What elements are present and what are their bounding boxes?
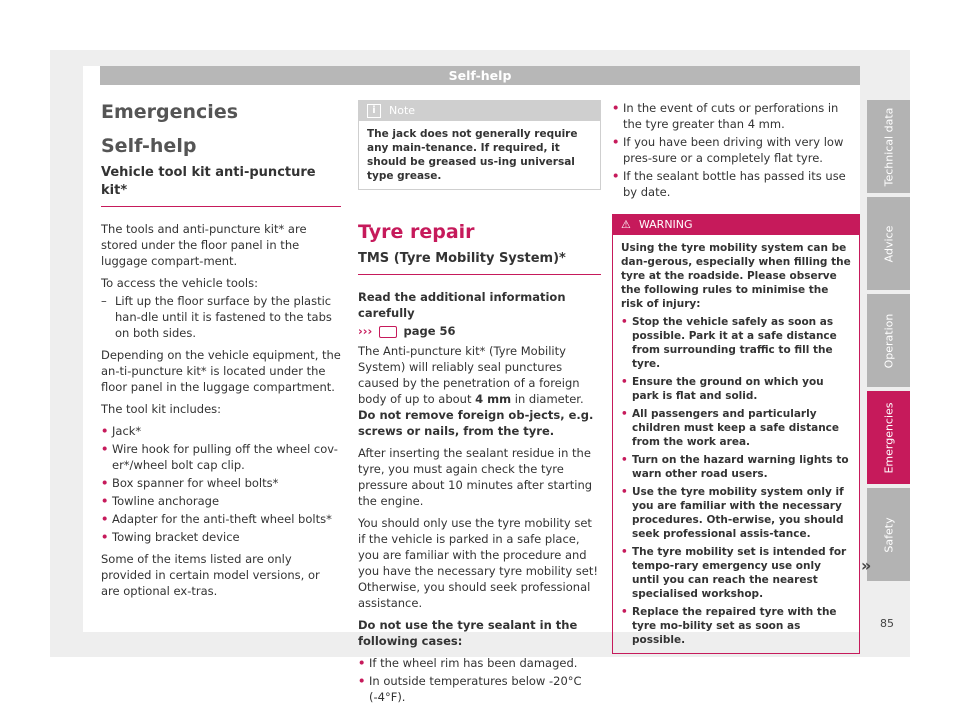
tab-label: Technical data	[882, 107, 895, 186]
text-run: The Anti-puncture kit* (Tyre Mobility System) will reliably seal punctures caused by the penetration of a foreign body of up to about	[358, 344, 580, 406]
warning-item: • Turn on the hazard warning lights to warn other road users.	[621, 453, 851, 481]
continue-marker: »	[861, 556, 872, 575]
chapter-subtitle: Self-help	[101, 135, 197, 157]
list-item: • If you have been driving with very low pres-sure or a completely flat tyre.	[612, 134, 860, 166]
text-run: in diameter.	[514, 392, 584, 406]
column-1	[101, 96, 341, 605]
page-number: 85	[880, 617, 894, 630]
note-header	[359, 101, 600, 121]
note-box	[358, 100, 601, 190]
paragraph	[358, 343, 601, 439]
read-more: Read the additional information carefully	[358, 290, 566, 320]
tab-label: Advice	[882, 225, 895, 262]
warning-item: • Ensure the ground on which you park is flat and solid.	[621, 375, 851, 403]
chapter-title: Emergencies	[101, 101, 239, 123]
warning-body	[613, 235, 859, 653]
list-item: • In the event of cuts or perforations in the tyre greater than 4 mm.	[612, 100, 860, 132]
subsection-heading: TMS (Tyre Mobility System)*	[358, 250, 601, 275]
warning-label: WARNING	[638, 218, 693, 231]
paragraph: After inserting the sealant residue in the tyre, you must again check the tyre pressure about 10 minutes after starting the engine.	[358, 446, 593, 508]
paragraph: Do not use the tyre sealant in the following cases:	[358, 618, 578, 648]
paragraph: The tool kit includes:	[101, 402, 222, 416]
tab-operation[interactable]	[867, 294, 910, 387]
list-item: • If the sealant bottle has passed its use by date.	[612, 168, 860, 200]
column-3	[612, 100, 860, 654]
book-icon	[379, 326, 397, 338]
running-header: Self-help	[100, 66, 860, 85]
list-item: • Wire hook for pulling off the wheel cov-er*/wheel bolt cap clip.	[101, 441, 341, 473]
tab-technical-data[interactable]	[867, 100, 910, 193]
note-label: Note	[389, 104, 416, 117]
paragraph: Depending on the vehicle equipment, the an-ti-puncture kit* is located under the floor panel in the luggage compartment.	[101, 348, 341, 394]
warning-item: • All passengers and particularly children must keep a safe distance from the work area.	[621, 407, 851, 449]
list-item: • Box spanner for wheel bolts*	[101, 475, 341, 491]
column-2	[358, 100, 601, 707]
section-title: Tyre repair	[358, 221, 475, 243]
text-run-bold: 4 mm	[475, 392, 512, 406]
side-tabs	[867, 100, 910, 585]
text-run-bold: Do not remove foreign ob-jects, e.g. screws or nails, from the tyre.	[358, 408, 594, 438]
tab-safety[interactable]	[867, 488, 910, 581]
tab-advice[interactable]	[867, 197, 910, 290]
warning-intro: Using the tyre mobility system can be dan-gerous, especially when filling the tyre at the roadside. Please observe the following rules to minimise the risk of injury:	[621, 242, 851, 310]
warning-item: • Use the tyre mobility system only if you are familiar with the necessary procedures. Oth-erwise, you should seek professional assis-tance.	[621, 485, 851, 541]
paragraph: Some of the items listed are only provided in certain model versions, or are optional ex-tras.	[101, 552, 320, 598]
arrows: ›››	[358, 324, 373, 338]
note-text: The jack does not generally require any main-tenance. If required, it should be greased us-ing universal type grease.	[367, 128, 578, 182]
paragraph: To access the vehicle tools:	[101, 276, 258, 290]
warning-item: • Stop the vehicle safely as soon as possible. Park it at a safe distance from surrounding traffic to fill the tyre.	[621, 315, 851, 371]
list-item: • If the wheel rim has been damaged.	[358, 655, 601, 671]
list-item: • Towline anchorage	[101, 493, 341, 509]
warning-header	[613, 215, 859, 235]
tab-emergencies[interactable]	[867, 391, 910, 484]
tab-label: Safety	[882, 516, 895, 553]
paragraph: You should only use the tyre mobility set if the vehicle is parked in a safe place, you are familiar with the procedure and you have the necessary tyre mobility set! Otherwise, you should seek professional assistance.	[358, 516, 598, 610]
info-icon: i	[367, 104, 381, 118]
tab-label: Emergencies	[882, 401, 895, 474]
list-item: • Jack*	[101, 423, 341, 439]
section-heading: Vehicle tool kit anti-puncture kit*	[101, 164, 341, 207]
page-link[interactable]: page 56	[403, 324, 456, 338]
list-item: • Adapter for the anti-theft wheel bolts*	[101, 511, 341, 527]
paragraph: The tools and anti-puncture kit* are stored under the floor panel in the luggage compart-ment.	[101, 222, 307, 268]
warning-item: • Replace the repaired tyre with the tyre mo-bility set as soon as possible.	[621, 605, 851, 647]
warning-icon: ⚠	[621, 218, 631, 231]
list-item: • In outside temperatures below -20°C (-4°F).	[358, 673, 601, 705]
dash-item: – Lift up the floor surface by the plastic han-dle until it is fastened to the tabs on both sides.	[101, 293, 341, 341]
page-reference[interactable]	[358, 323, 601, 339]
list-item: • Towing bracket device	[101, 529, 341, 545]
warning-item: • The tyre mobility set is intended for tempo-rary emergency use only until you can reach the nearest specialised workshop.	[621, 545, 851, 601]
tab-label: Operation	[882, 313, 895, 368]
warning-box	[612, 214, 860, 654]
